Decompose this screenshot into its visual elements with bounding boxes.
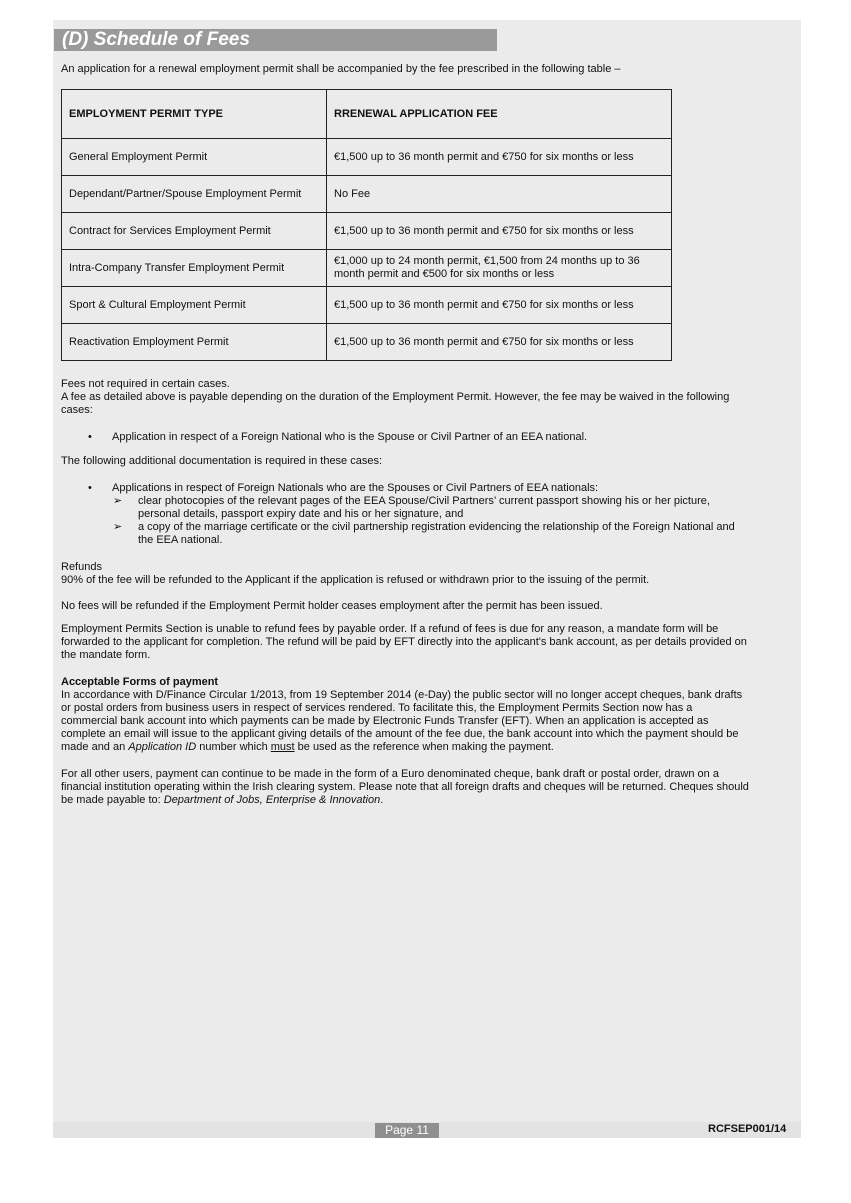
fees-not-required-heading: Fees not required in certain cases.	[61, 378, 230, 390]
fee-cell: €1,500 up to 36 month permit and €750 for six months or less	[327, 139, 672, 176]
table-row	[62, 139, 672, 176]
fee-cell: €1,500 up to 36 month permit and €750 for six months or less	[327, 287, 672, 324]
fee-cell: €1,500 up to 36 month permit and €750 for six months or less	[327, 324, 672, 361]
table-row	[62, 176, 672, 213]
payee-name: Department of Jobs, Enterprise & Innovation	[163, 794, 381, 806]
payment-text: .	[380, 794, 384, 806]
arrow-bullet-icon: ➢	[113, 521, 123, 533]
fee-cell: No Fee	[327, 176, 672, 213]
arrow-bullet-icon: ➢	[113, 495, 123, 507]
table-header-row	[62, 90, 672, 139]
table-row	[62, 213, 672, 250]
must-emphasis: must	[270, 741, 295, 753]
fee-table	[61, 89, 672, 361]
refunds-heading: Refunds	[61, 561, 102, 573]
fee-cell: €1,500 up to 36 month permit and €750 for six months or less	[327, 213, 672, 250]
application-id-term: Application ID	[128, 741, 197, 753]
table-row	[62, 287, 672, 324]
permit-type-cell: Contract for Services Employment Permit	[62, 213, 327, 250]
refunds-paragraph-2: No fees will be refunded if the Employment Permit holder ceases employment after the permit has been issued.	[61, 600, 603, 612]
permit-type-cell: General Employment Permit	[62, 139, 327, 176]
payment-text: number which	[196, 741, 271, 753]
permit-type-cell: Intra-Company Transfer Employment Permit	[62, 250, 327, 287]
permit-type-cell: Sport & Cultural Employment Permit	[62, 287, 327, 324]
column-header-type: EMPLOYMENT PERMIT TYPE	[62, 90, 327, 139]
marriage-cert-requirement: a copy of the marriage certificate or the civil partnership registration evidencing the relationship of the Foreign National and the EEA national.	[138, 521, 735, 546]
page-number: Page 11	[375, 1123, 439, 1138]
payment-paragraph-1	[61, 689, 751, 754]
refunds-paragraph-3: Employment Permits Section is unable to refund fees by payable order. If a refund of fees is due for any reason, a mandate form will be forwarded to the applicant for completion. The refund will be paid by EFT directly into the applicant's bank account, as per details provided on the mandate form.	[61, 623, 747, 661]
additional-docs-text: The following additional documentation is required in these cases:	[61, 455, 383, 467]
payment-text: For all other users, payment can continue to be made in the form of a Euro denominated cheque, bank draft or postal order, drawn on a financial institution operating within the Irish clearing system. Please note that all foreign drafts and cheques will be returned. Cheques should be made payable to:	[61, 768, 749, 806]
permit-type-cell: Reactivation Employment Permit	[62, 324, 327, 361]
bullet-icon: •	[88, 482, 92, 494]
payment-heading: Acceptable Forms of payment	[61, 676, 219, 688]
section-title: (D) Schedule of Fees	[54, 29, 497, 51]
permit-type-cell: Dependant/Partner/Spouse Employment Permit	[62, 176, 327, 213]
bullet-icon: •	[88, 431, 92, 443]
intro-text: An application for a renewal employment permit shall be accompanied by the fee prescribed in the following table –	[61, 63, 621, 75]
payment-paragraph-2	[61, 768, 751, 807]
payment-text: In accordance with D/Finance Circular 1/2013, from 19 September 2014 (e-Day) the public sector will no longer accept cheques, bank drafts or postal orders from business users in respect of services rendered. To facilitate this, the Employment Permits Section now has a commercial bank account into which payments can be made by Electronic Funds Transfer (EFT). When an application is accepted as complete an email will issue to the applicant giving details of the amount of the fee due, the bank account into which the payment should be made and an	[61, 689, 743, 753]
table-row	[62, 324, 672, 361]
fee-cell: €1,000 up to 24 month permit, €1,500 from 24 months up to 36 month permit and €500 for six months or less	[327, 250, 672, 287]
fees-not-required-text: A fee as detailed above is payable depending on the duration of the Employment Permit. However, the fee may be waived in the following cases:	[61, 391, 730, 416]
column-header-fee: RRENEWAL APPLICATION FEE	[327, 90, 672, 139]
refunds-paragraph-1: 90% of the fee will be refunded to the Applicant if the application is refused or withdrawn prior to the issuing of the permit.	[61, 574, 650, 586]
passport-requirement: clear photocopies of the relevant pages of the EEA Spouse/Civil Partners’ current passport showing his or her picture, personal details, passport expiry date and his or her signature, and	[138, 495, 710, 520]
document-code: RCFSEP001/14	[708, 1123, 787, 1135]
table-row	[62, 250, 672, 287]
spouse-bullet: Applications in respect of Foreign Nationals who are the Spouses or Civil Partners of EEA nationals:	[112, 482, 599, 494]
waiver-bullet: Application in respect of a Foreign National who is the Spouse or Civil Partner of an EEA national.	[112, 431, 588, 443]
payment-text: be used as the reference when making the payment.	[294, 741, 554, 753]
